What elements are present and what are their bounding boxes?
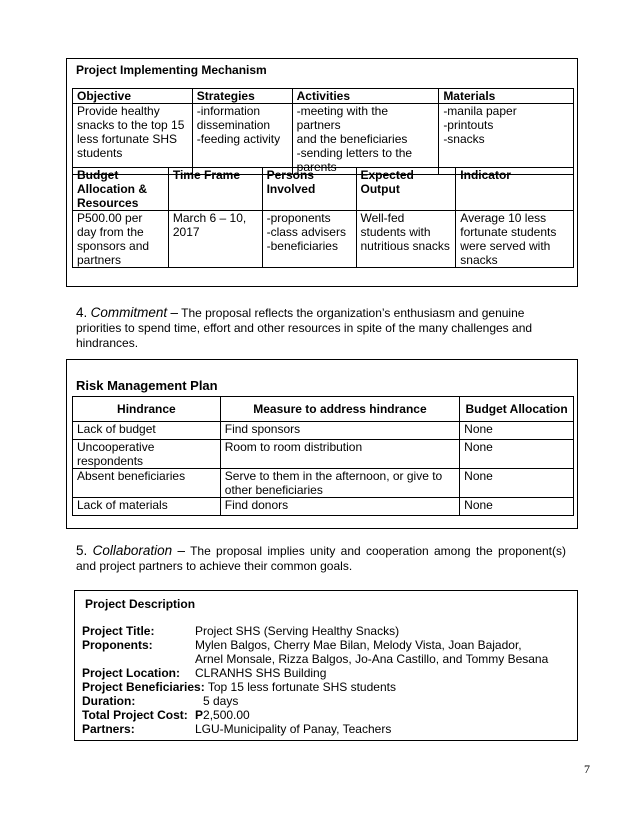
- beneficiaries-value: Top 15 less fortunate SHS students: [207, 680, 396, 694]
- commitment-number: 4.: [76, 305, 88, 320]
- header-budget-allocation: Budget Allocation & Resources: [73, 168, 169, 211]
- header-time-frame: Time Frame: [168, 168, 262, 211]
- risk-table: [72, 396, 574, 516]
- risk-hindrance: Absent beneficiaries: [73, 469, 221, 498]
- collaboration-dash: –: [177, 543, 185, 558]
- cell-budget: P500.00 per day from the sponsors and partners: [73, 211, 169, 268]
- implementing-mechanism-title: Project Implementing Mechanism: [76, 63, 267, 77]
- location-label: Project Location:: [82, 666, 181, 680]
- cost-value: 2,500.00: [203, 708, 250, 722]
- risk-measure: Serve to them in the afternoon, or give to other beneficiaries: [220, 469, 459, 498]
- header-persons-involved: Persons Involved: [262, 168, 356, 211]
- page-number: 7: [584, 762, 590, 776]
- partners-label: Partners:: [82, 722, 135, 736]
- implementing-table-budget: [72, 167, 574, 268]
- project-title-label: Project Title:: [82, 624, 155, 638]
- commitment-paragraph: [76, 305, 572, 351]
- project-title-row: [82, 624, 400, 638]
- risk-measure: Find sponsors: [220, 422, 459, 440]
- header-materials: Materials: [439, 89, 574, 104]
- commitment-text: The proposal reflects the organization’s enthusiasm and genuine priorities to spend time, effort and other resources in spite of the many challenges and hindrances.: [76, 306, 533, 350]
- table-row: [73, 440, 574, 469]
- risk-budget: None: [460, 440, 574, 469]
- risk-measure: Find donors: [220, 498, 459, 516]
- risk-hindrance: Lack of budget: [73, 422, 221, 440]
- risk-hindrance: Lack of materials: [73, 498, 221, 516]
- header-hindrance: Hindrance: [73, 397, 221, 422]
- duration-label: Duration:: [82, 694, 136, 708]
- location-row: [82, 666, 327, 680]
- partners-row: [82, 722, 392, 736]
- partners-value: LGU-Municipality of Panay, Teachers: [195, 722, 392, 736]
- beneficiaries-label: Project Beneficiaries:: [82, 680, 205, 694]
- cell-indicator: Average 10 less fortunate students were served with snacks: [456, 211, 574, 268]
- proponents-row: [82, 638, 522, 652]
- proponents-line-2: Arnel Monsale, Rizza Balgos, Jo-Ana Castillo, and Tommy Besana: [195, 652, 549, 666]
- project-title-value: Project SHS (Serving Healthy Snacks): [195, 624, 400, 638]
- commitment-term: Commitment: [90, 305, 168, 320]
- header-strategies: Strategies: [192, 89, 292, 104]
- cost-currency: P: [195, 708, 204, 722]
- header-objective: Objective: [73, 89, 193, 104]
- collaboration-paragraph: [76, 543, 566, 574]
- cell-strategies: -information dissemination -feeding activity: [192, 104, 292, 175]
- table-row: [73, 422, 574, 440]
- proponents-line-1: Mylen Balgos, Cherry Mae Bilan, Melody Vista, Joan Bajador,: [195, 638, 522, 652]
- cell-activities: -meeting with the partners and the beneficiaries -sending letters to the parents: [292, 104, 439, 175]
- header-budget-allocation-risk: Budget Allocation: [460, 397, 574, 422]
- collaboration-term: Collaboration: [92, 543, 173, 558]
- commitment-dash: –: [170, 305, 178, 320]
- cell-persons: -proponents -class advisers -beneficiaries: [262, 211, 356, 268]
- header-measure: Measure to address hindrance: [220, 397, 459, 422]
- implementing-table-objectives: [72, 88, 574, 175]
- table-row: [73, 498, 574, 516]
- risk-budget: None: [460, 498, 574, 516]
- risk-measure: Room to room distribution: [220, 440, 459, 469]
- table-row: [73, 469, 574, 498]
- collaboration-number: 5.: [76, 543, 88, 558]
- collaboration-text: The proposal implies unity and cooperation among the proponent(s) and project partners to achieve their common goals.: [76, 544, 567, 573]
- risk-hindrance: Uncooperative respondents: [73, 440, 221, 469]
- risk-budget: None: [460, 422, 574, 440]
- location-value: CLRANHS SHS Building: [195, 666, 327, 680]
- cell-objective: Provide healthy snacks to the top 15 less fortunate SHS students: [73, 104, 193, 175]
- risk-management-title: Risk Management Plan: [76, 378, 218, 393]
- risk-budget: None: [460, 469, 574, 498]
- cost-label: Total Project Cost:: [82, 708, 188, 722]
- cell-time-frame: March 6 – 10, 2017: [168, 211, 262, 268]
- cell-materials: -manila paper -printouts -snacks: [439, 104, 574, 175]
- beneficiaries-row: [82, 680, 396, 694]
- header-expected-output: Expected Output: [356, 168, 456, 211]
- cost-row: [82, 708, 250, 722]
- duration-row: [82, 694, 239, 708]
- cell-expected-output: Well-fed students with nutritious snacks: [356, 211, 456, 268]
- header-indicator: Indicator: [456, 168, 574, 211]
- project-description-title: Project Description: [85, 597, 196, 611]
- proponents-label: Proponents:: [82, 638, 153, 652]
- header-activities: Activities: [292, 89, 439, 104]
- duration-value: 5 days: [203, 694, 239, 708]
